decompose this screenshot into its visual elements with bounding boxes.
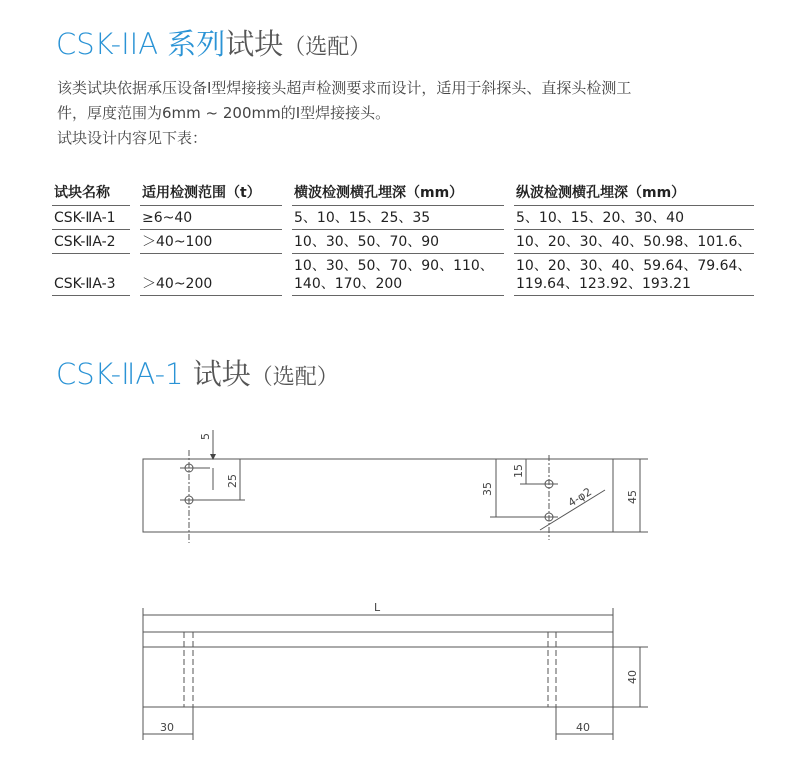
cell-name: CSK-ⅡA-3: [52, 254, 130, 296]
dim-label-15: 15: [512, 464, 525, 478]
title-block: 试块: [192, 357, 251, 391]
cell-range: ＞40~100: [140, 230, 282, 254]
table-row: [52, 230, 754, 254]
technical-drawing: [0, 400, 790, 776]
title-code: CSK-ⅡA-1: [56, 357, 184, 391]
dim-label-35: 35: [481, 482, 494, 496]
intro-line-2: 件，厚度范围为6mm ~ 200mm的Ⅰ型焊接接头。: [57, 104, 391, 122]
cell-long: 10、20、30、40、59.64、79.64、 119.64、123.92、193.21: [514, 254, 754, 296]
dim-label-45: 45: [626, 490, 639, 504]
spec-table: [52, 178, 754, 296]
title-block: 试块: [225, 27, 284, 61]
cell-long: 10、20、30、40、50.98、101.6、: [514, 230, 754, 254]
cell-shear: 10、30、50、70、90、110、 140、170、200: [292, 254, 504, 296]
header-name: 试块名称: [52, 178, 130, 206]
header-range: 适用检测范围（t）: [140, 178, 282, 206]
intro-line-3: 试块设计内容见下表：: [57, 129, 208, 147]
intro-line-1: 该类试块依据承压设备I型焊接接头超声检测要求而设计，适用于斜探头、直探头检测工: [57, 79, 632, 97]
dim-label-holes: 4-φ2: [565, 485, 594, 510]
header-long: 纵波检测横孔埋深（mm）: [514, 178, 754, 206]
title-note: （选配）: [250, 365, 339, 390]
dim-label-30: 30: [160, 721, 174, 734]
cell-range: ＞40~200: [140, 254, 282, 296]
cell-name: CSK-ⅡA-2: [52, 230, 130, 254]
title-series: 系列: [167, 27, 226, 61]
dim-label-5: 5: [199, 433, 212, 440]
section-title-csk-iia: [56, 22, 371, 63]
title-note: （选配）: [283, 35, 372, 60]
cell-name: CSK-ⅡA-1: [52, 206, 130, 230]
table-header-row: [52, 178, 754, 206]
section-title-csk-iia-1: [56, 352, 339, 393]
cell-shear: 10、30、50、70、90: [292, 230, 504, 254]
table-row: [52, 254, 754, 296]
cell-shear: 5、10、15、25、35: [292, 206, 504, 230]
dim-label-25: 25: [226, 474, 239, 488]
block-side-view: [143, 632, 613, 707]
dim-label-40-height: 40: [626, 670, 639, 684]
table-row: [52, 206, 754, 230]
cell-long: 5、10、15、20、30、40: [514, 206, 754, 230]
title-code: CSK-IIA: [56, 27, 159, 61]
intro-text: [57, 76, 777, 151]
header-shear: 横波检测横孔埋深（mm）: [292, 178, 504, 206]
cell-range: ≥6~40: [140, 206, 282, 230]
dim-label-40-width: 40: [576, 721, 590, 734]
dim-label-L: L: [374, 601, 381, 614]
